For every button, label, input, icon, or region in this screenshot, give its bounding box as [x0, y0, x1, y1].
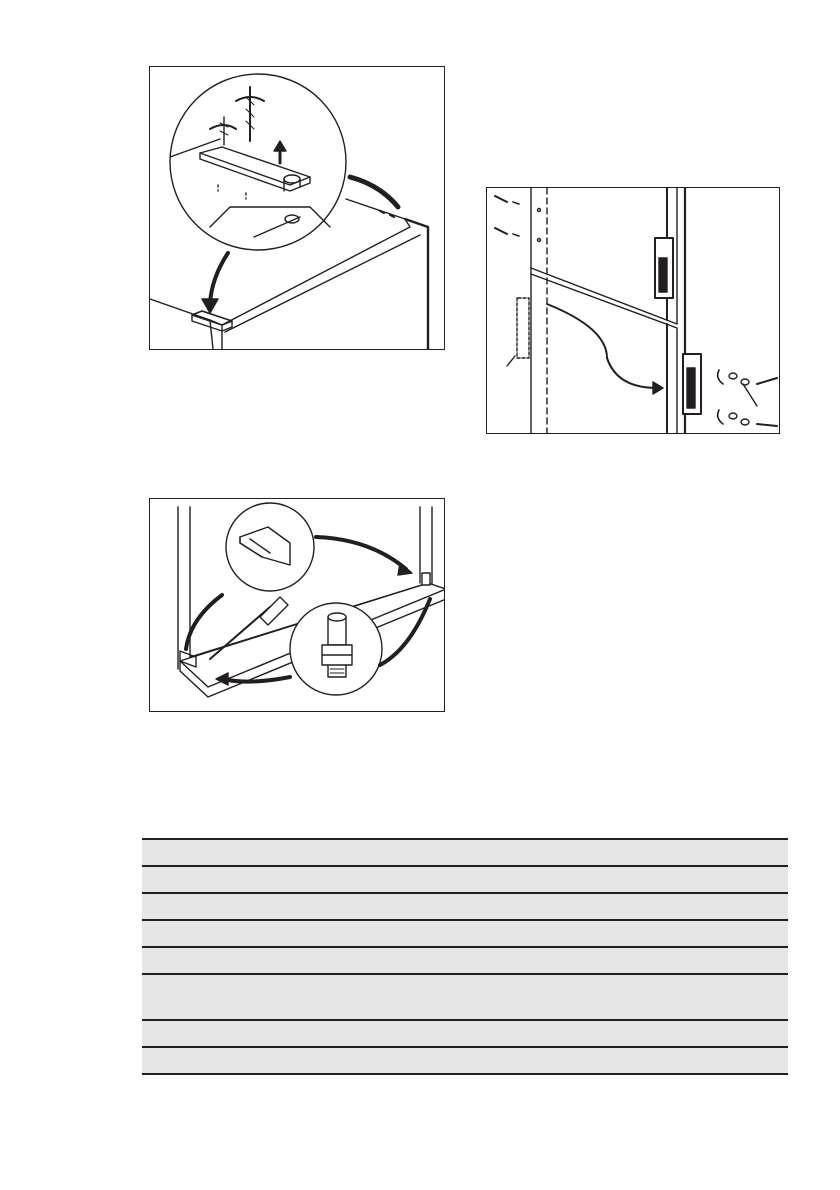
table-cell [142, 893, 788, 920]
table-row [142, 947, 788, 974]
table-cell [142, 1020, 788, 1047]
specifications-table [142, 838, 788, 1075]
table-cell [142, 866, 788, 893]
table-cell [142, 947, 788, 974]
illustration-door-handle [486, 187, 780, 434]
table-cell [142, 839, 788, 866]
table-cell [142, 920, 788, 947]
illustration-bottom-hinge [149, 498, 445, 712]
table-row [142, 1020, 788, 1047]
table-row [142, 1047, 788, 1074]
table-cell [142, 974, 788, 1020]
table-row [142, 974, 788, 1020]
table-row [142, 839, 788, 866]
table-row [142, 866, 788, 893]
table-cell [142, 1047, 788, 1074]
table-row [142, 920, 788, 947]
illustration-top-hinge [149, 66, 445, 350]
table-row [142, 893, 788, 920]
